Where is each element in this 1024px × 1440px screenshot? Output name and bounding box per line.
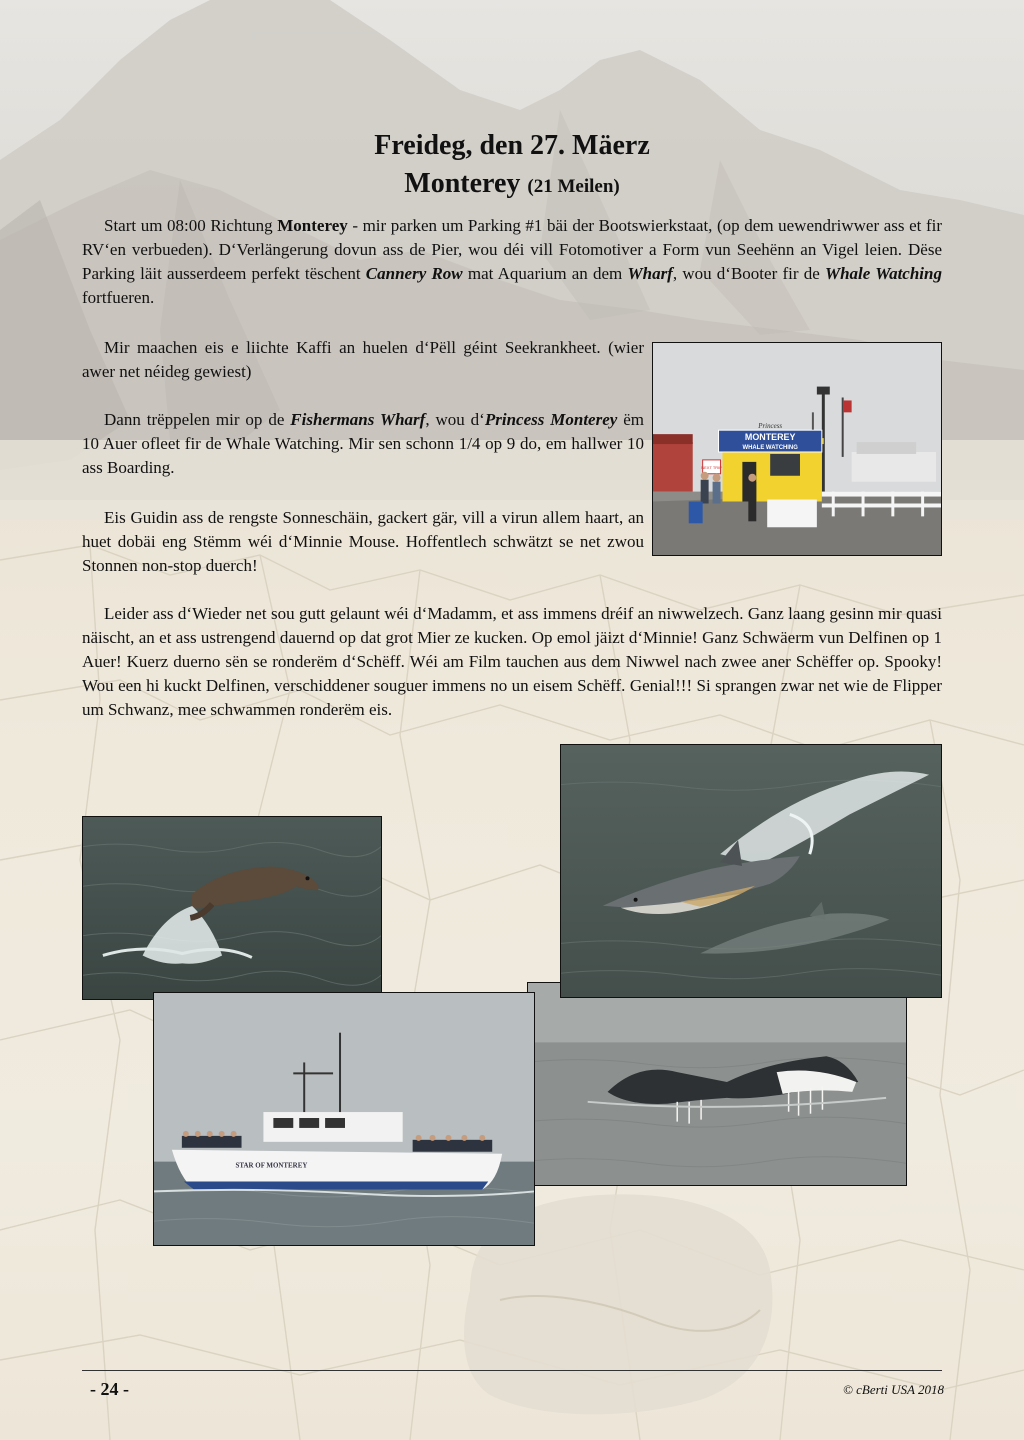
- photo-sea-lion: [82, 816, 382, 1000]
- boat-name: STAR OF MONTEREY: [235, 1161, 308, 1170]
- p1-text-5: fortfueren.: [82, 288, 155, 307]
- photo-whale-tail: [527, 982, 907, 1186]
- p1-text-1: Start um 08:00 Richtung: [104, 216, 278, 235]
- page-title: Freideg, den 27. Mäerz: [374, 130, 650, 161]
- page-subtitle: [0, 168, 1024, 200]
- wharf-sign-main: MONTEREY: [744, 432, 796, 443]
- wharf-sign-sub: WHALE WATCHING: [742, 445, 798, 451]
- sea-lion-illustration: [83, 817, 381, 999]
- photo-wharf-booth: [652, 342, 942, 556]
- p1-cannery-row: Cannery Row: [365, 264, 463, 283]
- p1-text-2: - mir parken um Parking #1 bäi der Bootswierkstaat, (op dem uewendriwwer ass et fir RV‘en verbueden). D‘Verlängerung dovun ass de Pier, wou déi vill Fotomotiver a Form vun Seehënn an Vigel leien. Dëse Parking läit ausserdeem perfekt tëschent: [82, 216, 942, 283]
- p3-princess-monterey: Princess Monterey: [484, 410, 618, 429]
- p3-text-2: , wou d‘: [425, 410, 485, 429]
- p1-whale-watching: Whale Watching: [824, 264, 942, 283]
- p1-text-4: , wou d‘Booter fir de: [672, 264, 825, 283]
- p1-wharf: Wharf: [627, 264, 673, 283]
- p1-bold-monterey: Monterey: [277, 216, 348, 235]
- p1-text-3: mat Aquarium an dem: [462, 264, 628, 283]
- wharf-booth-illustration: [653, 343, 941, 555]
- whale-tail-illustration: [528, 983, 906, 1185]
- wharf-sign-top: Princess: [758, 422, 783, 431]
- dolphins-illustration: [561, 745, 941, 997]
- subtitle-place: Monterey: [404, 168, 521, 199]
- photo-boat: [153, 992, 535, 1246]
- paragraph-coffee: Mir maachen eis e liichte Kaffi an huelen d‘Pëll géint Seekrankheet. (wier awer net néideg gewiest): [82, 338, 644, 381]
- paragraph-wharf: [82, 408, 644, 480]
- p3-text-3: ëm 10 Auer ofleet fir de Whale Watching. Mir sen schonn 1/4 op 9 do, em hallwer 10 ass Boarding.: [82, 410, 644, 477]
- p3-fishermans-wharf: Fishermans Wharf: [290, 410, 426, 429]
- boat-illustration: [154, 993, 534, 1245]
- paragraph-guide: Eis Guidin ass de rengste Sonneschäin, gackert gär, vill a virun allem haart, an huet dobäi eng Stëmm wéi d‘Minnie Mouse. Hoffentlech schwätzt se net zwou Stonnen non-stop duerch!: [82, 508, 644, 575]
- paragraph-weather-dolphins: Leider ass d‘Wieder net sou gutt gelaunt wéi d‘Madamm, et ass immens dréif an niwwelzech. Ganz laang gesinn mir quasi näischt, an et ass ustrengend dauernd op dat grot Mier ze kucken. Op emol jäizt d‘Minnie! Ganz Schwäerm vun Delfinen op 1 Auer! Kuerz duerno sën se ronderëm d‘Schëff. Wéi am Film tauchen aus dem Niwwel nach zwee aner Schëffer op. Spooky! Wou een hi kuckt Delfinen, verschiddener souguer immens no un eisem Schëff. Genial!!! Si sprangen zwar net wie de Flipper um Schwanz, mee schwammen ronderëm eis.: [82, 604, 942, 719]
- footer-rule: [82, 1370, 942, 1371]
- paragraph-start: [82, 214, 942, 310]
- copyright-notice: © cBerti USA 2018: [843, 1382, 944, 1397]
- photo-dolphins: [560, 744, 942, 998]
- p3-text-1: Dann trëppelen mir op de: [104, 410, 291, 429]
- page-number: - 24 -: [90, 1379, 129, 1399]
- wharf-booth-sign: NEXT TRIP: [701, 464, 722, 470]
- subtitle-distance: (21 Meilen): [527, 176, 620, 197]
